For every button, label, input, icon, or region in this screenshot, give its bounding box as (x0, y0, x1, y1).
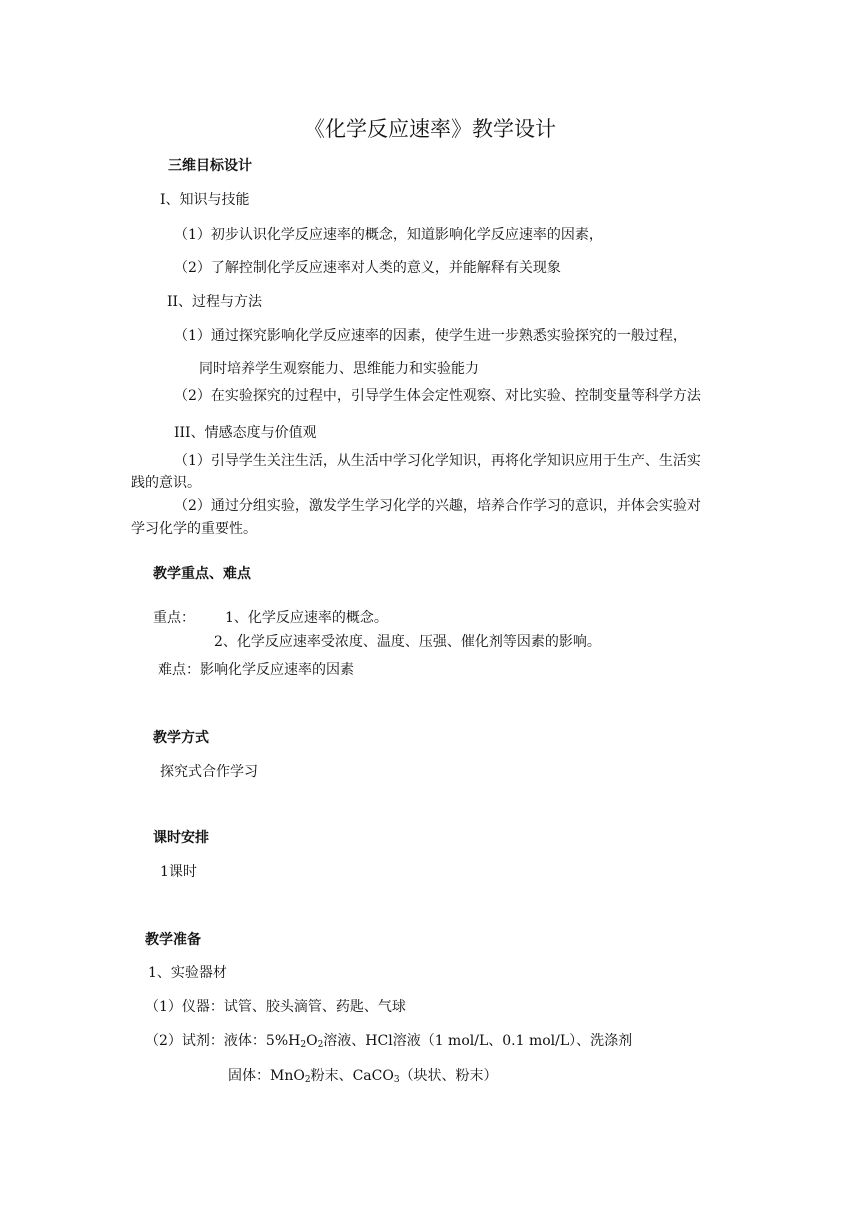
reagents-solid (228, 1066, 498, 1086)
process-item-1-line-1: （1）通过探究影响化学反应速率的因素，使学生进一步熟悉实验探究的一般过程， (174, 328, 687, 344)
process-heading: II、过程与方法 (167, 294, 263, 310)
emotion-item-1-line-2: 践的意识。 (131, 475, 201, 491)
mno2-formula: MnO$_2$ (270, 1068, 311, 1085)
schedule-heading: 课时安排 (153, 830, 209, 846)
method-text: 探究式合作学习 (160, 764, 258, 780)
reagents-label: （2）试剂：液体： (145, 1033, 266, 1049)
preparation-heading: 教学准备 (145, 932, 201, 948)
emotion-item-2-line-1: （2）通过分组实验，激发学生学习化学的兴趣，培养合作学习的意识，并体会实验对 (174, 498, 701, 514)
knowledge-item-2: （2）了解控制化学反应速率对人类的意义，并能解释有关现象 (174, 260, 561, 276)
process-item-1-line-2: 同时培养学生观察能力、思维能力和实验能力 (199, 361, 479, 377)
emotion-heading: III、情感态度与价值观 (174, 425, 317, 441)
knowledge-item-1: （1）初步认识化学反应速率的概念，知道影响化学反应速率的因素， (174, 227, 603, 243)
reagents-liquid (145, 1031, 632, 1051)
caco3-formula: 粉末、CaCO$_3$ (310, 1068, 400, 1085)
objectives-heading: 三维目标设计 (168, 158, 252, 174)
solid-label: 固体： (228, 1068, 270, 1084)
focus-label: 重点： (153, 610, 195, 626)
focus-item-1: 1、化学反应速率的概念。 (225, 610, 388, 626)
schedule-text: 1课时 (160, 864, 197, 880)
knowledge-heading: I、知识与技能 (160, 192, 250, 208)
emotion-item-1-line-1: （1）引导学生关注生活，从生活中学习化学知识，再将化学知识应用于生产、生活实 (174, 453, 701, 469)
difficulty: 难点：影响化学反应速率的因素 (158, 662, 354, 678)
page-title: 《化学反应速率》教学设计 (304, 117, 556, 141)
solid-rest: （块状、粉末） (399, 1068, 498, 1084)
emotion-item-2-line-2: 学习化学的重要性。 (131, 521, 257, 537)
reagents-rest: 溶液、HCl溶液（1 mol/L、0.1 mol/L）、洗涤剂 (323, 1033, 633, 1049)
method-heading: 教学方式 (153, 730, 209, 746)
instruments: （1）仪器：试管、胶头滴管、药匙、气球 (145, 999, 406, 1015)
focus-item-2: 2、化学反应速率受浓度、温度、压强、催化剂等因素的影响。 (214, 634, 601, 650)
key-points-heading: 教学重点、难点 (153, 566, 251, 582)
process-item-2: （2）在实验探究的过程中，引导学生体会定性观察、对比实验、控制变量等科学方法 (174, 388, 701, 404)
equipment-heading: 1、实验器材 (148, 965, 227, 981)
h2o2-formula: $5\%H_2O_2$ (265, 1033, 324, 1050)
